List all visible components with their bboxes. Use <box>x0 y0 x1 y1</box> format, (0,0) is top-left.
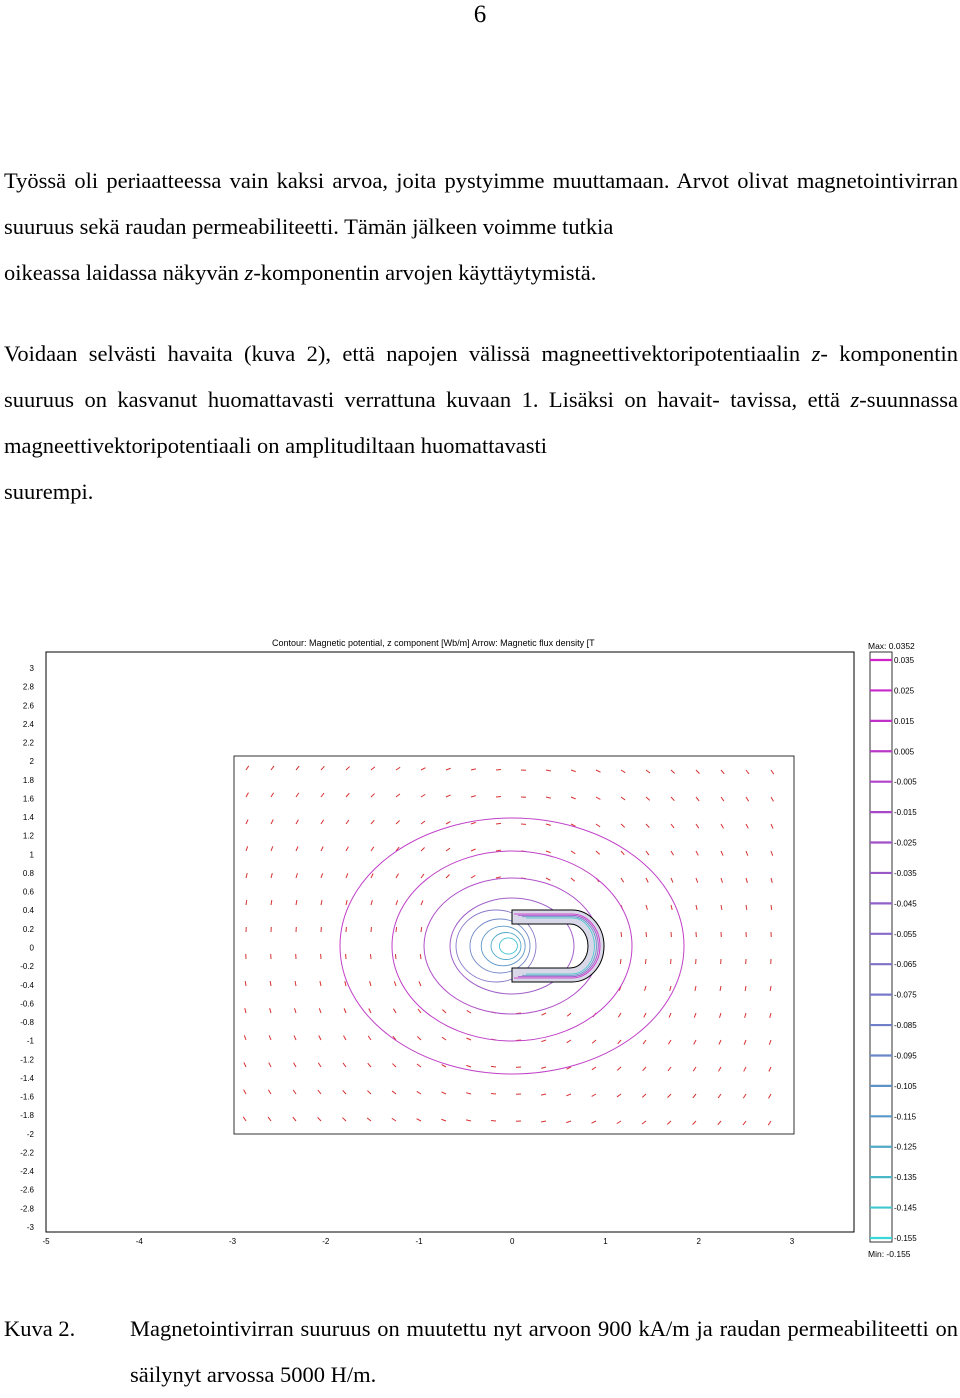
y-tick-label: 2.8 <box>23 683 35 692</box>
colorbar-level-label: -0.025 <box>894 839 917 848</box>
figure-title: Contour: Magnetic potential, z component [Wb/m] Arrow: Magnetic flux density [T <box>272 638 595 648</box>
y-tick-label: -2.2 <box>20 1148 34 1157</box>
y-tick-label: 2.6 <box>23 701 35 710</box>
y-tick-label: 1 <box>30 850 35 859</box>
caption-label: Kuva 2. <box>4 1306 75 1352</box>
x-tick-label: -3 <box>229 1237 237 1246</box>
y-tick-label: 1.6 <box>23 794 35 803</box>
y-tick-label: 1.2 <box>23 832 35 841</box>
flux-arrow <box>645 959 646 964</box>
y-tick-label: -3 <box>27 1223 35 1232</box>
paragraph-2-line-2: komponentin suuruus on kasvanut huomattavasti verrattuna kuvaan 1. Lisäksi on havait- <box>4 341 958 412</box>
colorbar-level-label: 0.035 <box>894 656 915 665</box>
paragraph-1-line-2: magnetointivirran suuruus sekä raudan permeabiliteetti. Tämän jälkeen voimme tutkia <box>4 168 958 239</box>
caption-text: Magnetointivirran suuruus on muutettu nyt arvoon 900 kA/m ja raudan permeabiliteetti on säilynyt arvossa 5000 H/m. <box>130 1306 958 1398</box>
paragraph-2-line-3: tavissa, että z-suunnassa magneettivektoripotentiaali on amplitudiltaan huomattavasti <box>4 387 958 458</box>
x-tick-label: 3 <box>790 1237 795 1246</box>
colorbar-level-label: -0.135 <box>894 1173 917 1182</box>
x-tick-label: -2 <box>322 1237 330 1246</box>
colorbar-level-label: -0.125 <box>894 1143 917 1152</box>
colorbar-level-label: 0.015 <box>894 717 915 726</box>
colorbar-level-label: -0.065 <box>894 960 917 969</box>
y-tick-label: 0.4 <box>23 906 35 915</box>
y-tick-label: -2.6 <box>20 1186 34 1195</box>
flux-arrow <box>496 823 501 824</box>
y-tick-label: -0.2 <box>20 962 34 971</box>
y-tick-label: -0.8 <box>20 1018 34 1027</box>
colorbar-max-label: Max: 0.0352 <box>868 641 915 651</box>
y-tick-label: -1.8 <box>20 1111 34 1120</box>
y-tick-label: 1.8 <box>23 776 35 785</box>
paragraph-1-line-1: Työssä oli periaatteessa vain kaksi arvoa, joita pystyimme muuttamaan. Arvot olivat <box>4 168 789 193</box>
y-tick-label: 0 <box>30 944 35 953</box>
colorbar-level-label: 0.005 <box>894 747 915 756</box>
y-tick-label: 2.2 <box>23 739 35 748</box>
flux-arrow <box>421 927 422 932</box>
paragraph-2-line-4: suurempi. <box>4 469 958 515</box>
paragraph-1-line-3: oikeassa laidassa näkyvän z-komponentin arvojen käyttäytymistä. <box>4 250 958 296</box>
x-tick-label: 0 <box>510 1237 515 1246</box>
x-tick-label: 2 <box>697 1237 702 1246</box>
colorbar-level-label: -0.115 <box>894 1112 917 1121</box>
colorbar-level-label: -0.045 <box>894 899 917 908</box>
y-tick-label: -1.4 <box>20 1074 34 1083</box>
y-tick-label: -1.6 <box>20 1093 34 1102</box>
paragraph-1 <box>4 158 958 296</box>
colorbar-frame <box>870 652 892 1242</box>
x-tick-label: -5 <box>42 1237 50 1246</box>
colorbar-level-label: -0.055 <box>894 930 917 939</box>
y-tick-label: 1.4 <box>23 813 35 822</box>
colorbar-level-label: 0.025 <box>894 686 915 695</box>
colorbar-level-label: -0.015 <box>894 808 917 817</box>
flux-arrow <box>620 959 621 964</box>
y-tick-label: 0.8 <box>23 869 35 878</box>
paragraph-2 <box>4 331 958 515</box>
flux-arrow <box>395 954 396 959</box>
figure-magnetic-potential-plot <box>0 630 960 1270</box>
y-tick-label: 0.6 <box>23 888 35 897</box>
flux-arrow <box>491 1093 496 1094</box>
y-tick-label: -1 <box>27 1037 35 1046</box>
colorbar-level-label: -0.155 <box>894 1234 917 1243</box>
colorbar-level-label: -0.005 <box>894 778 917 787</box>
x-tick-label: -4 <box>136 1237 144 1246</box>
y-tick-label: 2.4 <box>23 720 35 729</box>
y-tick-label: -2.8 <box>20 1204 34 1213</box>
x-axis-ticks <box>42 1237 794 1246</box>
y-tick-label: -2.4 <box>20 1167 34 1176</box>
flux-arrow <box>396 927 397 932</box>
y-tick-label: -0.6 <box>20 999 34 1008</box>
y-tick-label: -2 <box>27 1130 35 1139</box>
flux-arrow <box>496 796 501 797</box>
flux-arrow <box>491 1066 496 1067</box>
x-tick-label: 1 <box>603 1237 608 1246</box>
x-tick-label: -1 <box>415 1237 423 1246</box>
colorbar-min-label: Min: -0.155 <box>868 1249 911 1259</box>
colorbar-level-label: -0.075 <box>894 991 917 1000</box>
colorbar-level-label: -0.095 <box>894 1051 917 1060</box>
y-tick-label: -1.2 <box>20 1055 34 1064</box>
paragraph-2-line-1: Voidaan selvästi havaita (kuva 2), että napojen välissä magneettivektoripotentiaalin z- <box>4 341 828 366</box>
colorbar-level-label: -0.105 <box>894 1082 917 1091</box>
colorbar-level-label: -0.145 <box>894 1204 917 1213</box>
y-tick-label: 0.2 <box>23 925 35 934</box>
page-number: 6 <box>0 0 960 30</box>
colorbar-level-label: -0.035 <box>894 869 917 878</box>
y-axis-ticks <box>20 664 34 1232</box>
flux-arrow <box>621 932 622 937</box>
colorbar-level-label: -0.085 <box>894 1021 917 1030</box>
y-tick-label: -0.4 <box>20 981 34 990</box>
y-tick-label: 3 <box>30 664 35 673</box>
y-tick-label: 2 <box>30 757 35 766</box>
